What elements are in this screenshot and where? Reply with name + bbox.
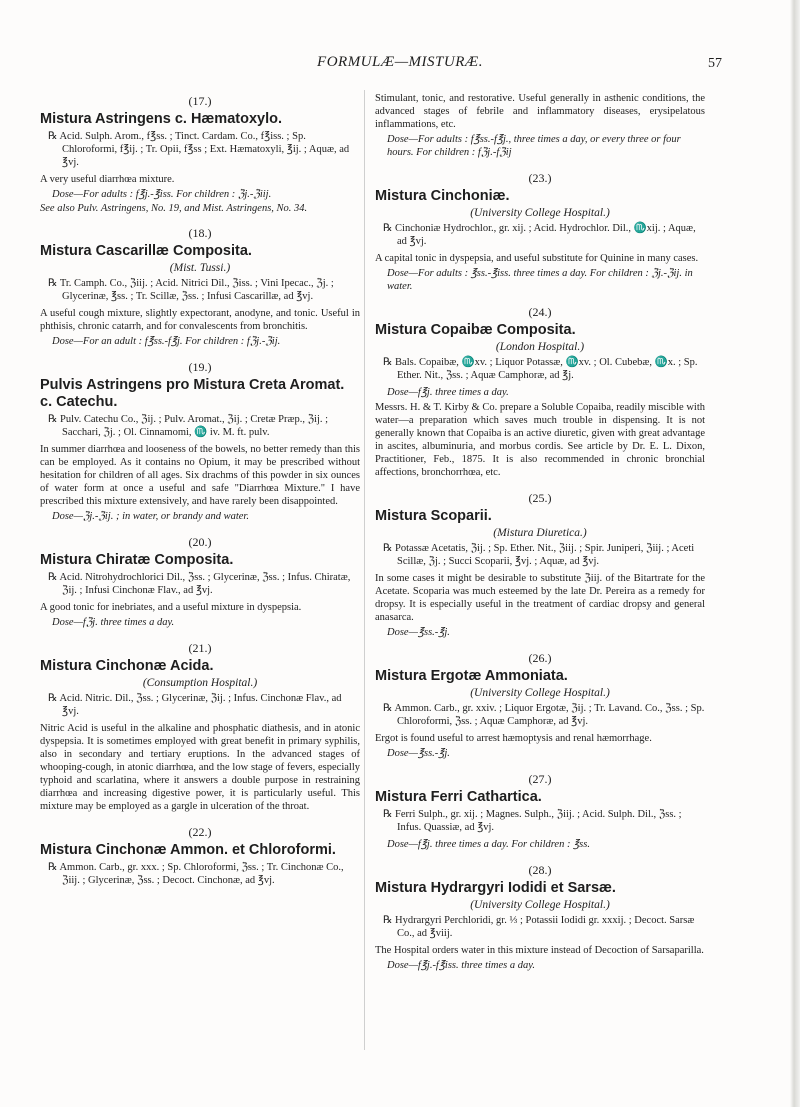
- dose-text: Dose—For an adult : f℥ss.-f℥j. For children : fℨj.-ℨij.: [52, 336, 281, 347]
- entry-number: (28.): [528, 863, 552, 877]
- formula-title: Mistura Scoparii.: [375, 508, 492, 524]
- formula-description: A good tonic for inebriates, and a useful mixture in dyspepsia.: [40, 602, 302, 613]
- formula-description: A useful cough mixture, slightly expectorant, anodyne, and tonic. Useful in phthisis, chronic catarrh, and for convalescents from bronchitis.: [40, 308, 360, 332]
- dose-text: Dose—For adults : ℥ss.-℥iss. three times a day. For children : ℨj.-ℨij. in water.: [387, 268, 693, 292]
- formula-title: Mistura Ergotæ Ammoniata.: [375, 668, 568, 684]
- prescription-text: ℞ Potassæ Acetatis, ℨij. ; Sp. Ether. Nit., ℨiij. ; Spir. Juniperi, ℨiij. ; Aceti Scillæ, ℨj. ; Succi Scoparii, ℥vj. ; Aquæ, ad ℥vj.: [383, 543, 695, 567]
- formula-title: Mistura Cinchonæ Ammon. et Chloroformi.: [40, 842, 336, 858]
- entry-number: (25.): [528, 491, 552, 505]
- formula-title: Mistura Copaibæ Composita.: [375, 322, 576, 338]
- dose-text: Dose—℥ss.-℥j.: [387, 748, 450, 759]
- formula-description: In summer diarrhœa and looseness of the bowels, no better remedy than this can be employed. As it contains no Opium, it may be prescribed without hesitation for children of all ages. Six drachms of this powder in six ounces of water form at once a useful and safe "Diarrhœa Mixture." I have prescribed this mixture extensively, and have rarely been disappointed.: [40, 444, 360, 507]
- formula-source: (University College Hospital.): [470, 687, 610, 699]
- formula-description: A capital tonic in dyspepsia, and useful substitute for Quinine in many cases.: [375, 253, 699, 264]
- see-also-text: See also Pulv. Astringens, No. 19, and Mist. Astringens, No. 34.: [40, 203, 308, 214]
- formula-entry: [40, 535, 360, 629]
- formula-source: (Mist. Tussi.): [169, 262, 231, 274]
- formula-source: (University College Hospital.): [470, 899, 610, 911]
- formula-source: (Mistura Diuretica.): [493, 527, 587, 539]
- entry-number: (21.): [188, 641, 212, 655]
- prescription-text: ℞ Acid. Nitric. Dil., ℨss. ; Glycerinæ, ℨij. ; Infus. Cinchonæ Flav., ad ℥vj.: [48, 693, 342, 717]
- formula-description: Nitric Acid is useful in the alkaline and phosphatic diathesis, and in atonic dyspepsia. It is sometimes employed with great benefit in primary syphilis, also in secondary and tertiary eruptions. In the advanced stages of whooping-cough, in atonic diarrhœa, and the low stage of fevers, especially typhoid and scarlatina, where it answers a double purpose in restraining diarrhœa and increasing digestive power, it is particularly useful. This mixture may be employed as a gargle in ulceration of the throat.: [40, 723, 360, 812]
- dose-text: Dose—f℥j. three times a day. For children : ℥ss.: [387, 839, 590, 850]
- page-edge: [790, 0, 800, 1107]
- formula-description: Stimulant, tonic, and restorative. Useful generally in asthenic conditions, the advanced stages of febrile and inflammatory diseases, erysipelatous inflammations, etc.: [375, 93, 705, 130]
- entry-number: (22.): [188, 825, 212, 839]
- left-column: [40, 90, 360, 899]
- running-title: FORMULÆ—MISTURÆ.: [317, 54, 483, 70]
- right-column: [375, 90, 705, 984]
- formula-title: Mistura Cascarillæ Composita.: [40, 243, 252, 259]
- formula-description: Ergot is found useful to arrest hæmoptysis and renal hæmorrhage.: [375, 733, 652, 744]
- formula-source: (Consumption Hospital.): [142, 677, 258, 689]
- prescription-text: ℞ Ferri Sulph., gr. xij. ; Magnes. Sulph., ℨiij. ; Acid. Sulph. Dil., ℨss. ; Infus. Quassiæ, ad ℥vj.: [383, 809, 682, 833]
- formula-entry: [40, 94, 360, 214]
- formula-description: In some cases it might be desirable to substitute ℨiij. of the Bitartrate for the Acetate. Scoparia was much esteemed by the late Dr. Pereira as a remedy for dropsy. It is especially useful in the treatment of cardiac dropsy and general anasarca.: [375, 573, 705, 623]
- column-divider: [364, 90, 365, 1050]
- formula-entry: [40, 360, 360, 523]
- entry-number: (20.): [188, 535, 212, 549]
- formula-title: Mistura Cinchonæ Acida.: [40, 658, 214, 674]
- formula-source: (University College Hospital.): [470, 207, 610, 219]
- formula-description: The Hospital orders water in this mixture instead of Decoction of Sarsaparilla.: [375, 945, 704, 956]
- formula-entry: [375, 863, 705, 972]
- entry-number: (24.): [528, 305, 552, 319]
- page-header: [0, 52, 800, 76]
- formula-entry: [40, 825, 360, 887]
- page-number: 57: [708, 56, 722, 71]
- formula-title: Mistura Astringens c. Hæmatoxylo.: [40, 111, 282, 127]
- entry-number: (27.): [528, 772, 552, 786]
- dose-text: Dose—For adults : f℥ss.-f℥j., three times a day, or every three or four hours. For children : fℨj.-fℨij: [387, 134, 681, 158]
- prescription-text: ℞ Tr. Camph. Co., ℨiij. ; Acid. Nitrici Dil., ℨiss. ; Vini Ipecac., ℨj. ; Glycerinæ, ℥ss. ; Tr. Scillæ, ℨss. ; Infusi Cascarillæ, ad ℥vj.: [48, 278, 334, 302]
- formula-note: Messrs. H. & T. Kirby & Co. prepare a Soluble Copaiba, readily miscible with water—a preparation which saves much trouble in dispensing. It is not generally known that Copaiba is an active diuretic, given with great advantage in ascites, albuminuria, and morbus cordis. See article by Dr. E. L. Dixon, Practitioner, Feb., 1875. It is also recommended in chronic bronchial affections, bronchorrhœa, etc.: [375, 402, 705, 478]
- entry-number: (18.): [188, 226, 212, 240]
- prescription-text: ℞ Pulv. Catechu Co., ℨij. ; Pulv. Aromat., ℨij. ; Cretæ Præp., ℨij. ; Sacchari, ℨj. ; Ol. Cinnamomi, ♏ iv. M. ft. pulv.: [48, 414, 329, 438]
- prescription-text: ℞ Hydrargyri Perchloridi, gr. ⅓ ; Potassii Iodidi gr. xxxij. ; Decoct. Sarsæ Co., ad ℥viij.: [383, 915, 695, 939]
- formula-source: (London Hospital.): [495, 341, 585, 353]
- dose-text: Dose—℥ss.-℥j.: [387, 627, 450, 638]
- dose-text: Dose—ℨj.-ℨij. ; in water, or brandy and water.: [52, 511, 249, 522]
- prescription-text: ℞ Ammon. Carb., gr. xxx. ; Sp. Chloroformi, ℨss. ; Tr. Cinchonæ Co., ℨiij. ; Glycerinæ, ℨss. ; Decoct. Cinchonæ, ad ℥vj.: [48, 862, 344, 886]
- entry-number: (17.): [188, 94, 212, 108]
- formula-entry: [375, 651, 705, 760]
- formula-title: Mistura Cinchoniæ.: [375, 188, 510, 204]
- formula-entry: [375, 772, 705, 851]
- formula-entry: [375, 305, 705, 479]
- formula-entry: [375, 171, 705, 293]
- prescription-text: ℞ Acid. Sulph. Arom., f℥ss. ; Tinct. Cardam. Co., f℥iss. ; Sp. Chloroformi, f℥ij. ; Tr. Opii, f℥ss ; Ext. Hæmatoxyli, ℥ij. ; Aquæ, ad ℥vj.: [48, 131, 350, 168]
- dose-text: Dose—fℨj. three times a day.: [52, 617, 175, 628]
- prescription-text: ℞ Acid. Nitrohydrochlorici Dil., ℨss. ; Glycerinæ, ℨss. ; Infus. Chiratæ, ℨij. ; Infusi Cinchonæ Flav., ad ℥vj.: [48, 572, 351, 596]
- prescription-text: ℞ Bals. Copaibæ, ♏xv. ; Liquor Potassæ, ♏xv. ; Ol. Cubebæ, ♏x. ; Sp. Ether. Nit., ℨss. ; Aquæ Camphoræ, ad ℥j.: [383, 357, 698, 381]
- formula-title: Pulvis Astringens pro Mistura Creta Aromat. c. Catechu.: [40, 377, 345, 410]
- formula-title: Mistura Ferri Cathartica.: [375, 789, 542, 805]
- prescription-text: ℞ Cinchoniæ Hydrochlor., gr. xij. ; Acid. Hydrochlor. Dil., ♏xij. ; Aquæ, ad ℥vj.: [383, 223, 696, 247]
- prescription-text: ℞ Ammon. Carb., gr. xxiv. ; Liquor Ergotæ, ℨij. ; Tr. Lavand. Co., ℨss. ; Sp. Chloroformi, ℨss. ; Aquæ Camphoræ, ad ℥vj.: [383, 703, 705, 727]
- dose-text: Dose—For adults : f℥j.-℥iss. For children : ℨj.-ℨiij.: [52, 189, 272, 200]
- entry-number: (19.): [188, 360, 212, 374]
- formula-title: Mistura Chiratæ Composita.: [40, 552, 234, 568]
- entry-number: (23.): [528, 171, 552, 185]
- formula-title: Mistura Hydrargyri Iodidi et Sarsæ.: [375, 880, 616, 896]
- formula-description: A very useful diarrhœa mixture.: [40, 174, 175, 185]
- dose-text: Dose—f℥j. three times a day.: [387, 387, 509, 398]
- formula-entry: [40, 226, 360, 348]
- formula-entry: [375, 491, 705, 639]
- formula-entry: [40, 641, 360, 813]
- entry-number: (26.): [528, 651, 552, 665]
- formula-entry: [375, 92, 705, 159]
- dose-text: Dose—f℥j.-f℥iss. three times a day.: [387, 960, 535, 971]
